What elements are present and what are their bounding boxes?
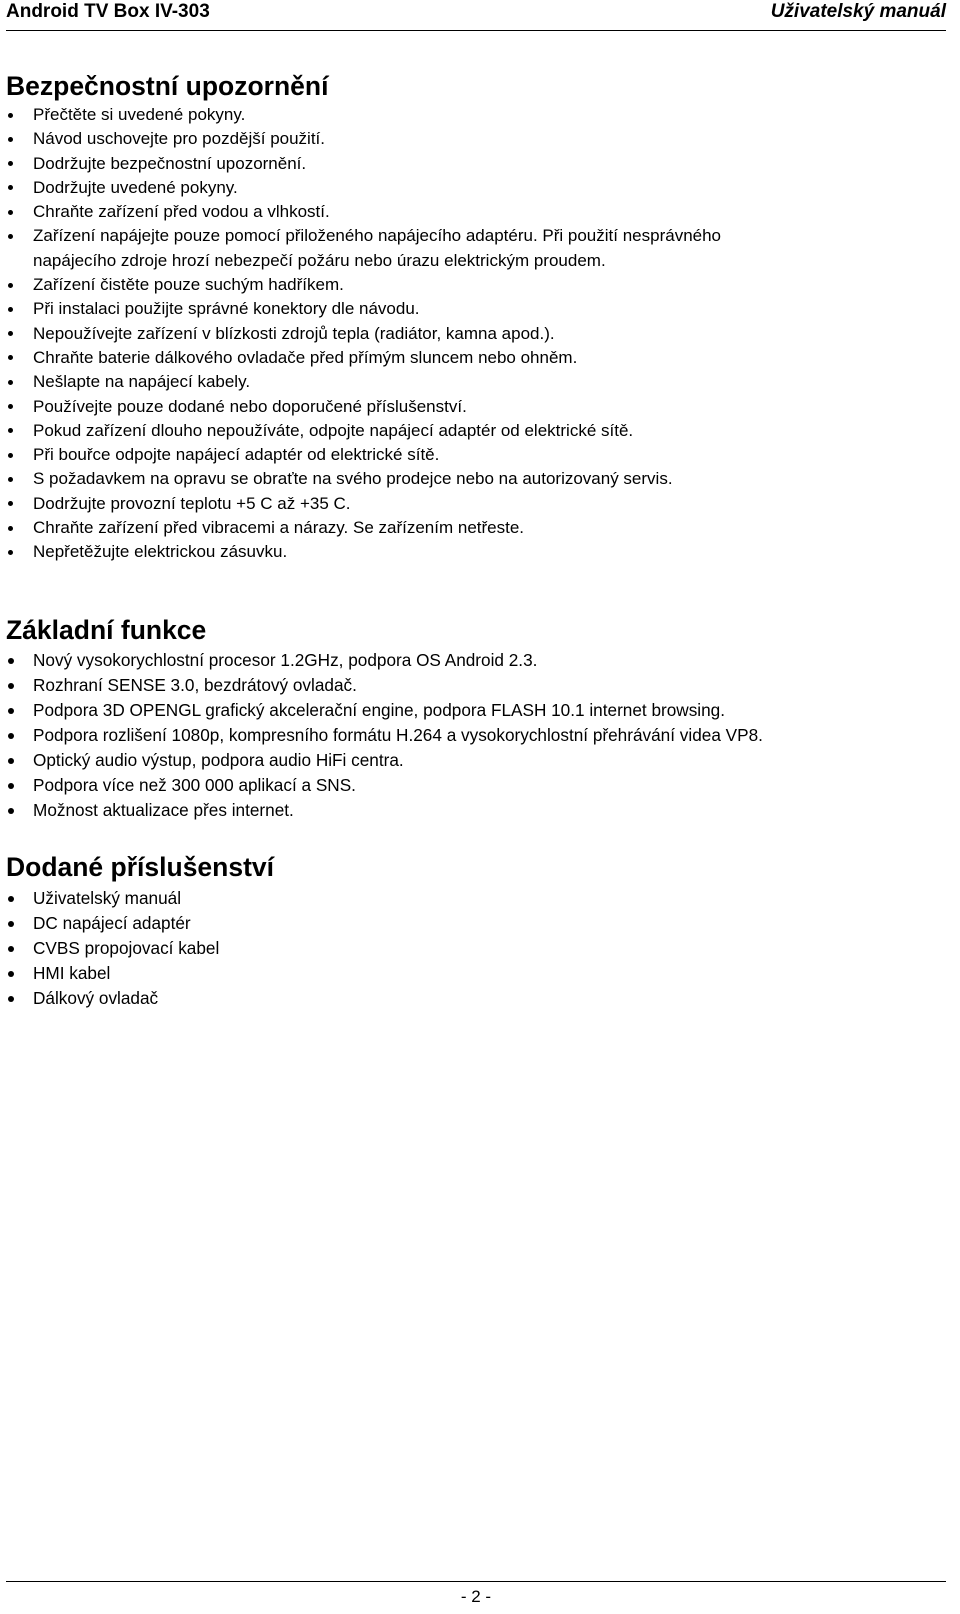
list-item: Uživatelský manuál (0, 886, 960, 911)
list-item: Při bouřce odpojte napájecí adaptér od elektrické sítě. (0, 443, 960, 467)
bullet-icon (8, 113, 13, 118)
bullet-icon (8, 733, 14, 739)
list-item: Nový vysokorychlostní procesor 1.2GHz, podpora OS Android 2.3. (0, 648, 960, 673)
list-item: Dodržujte uvedené pokyny. (0, 176, 960, 200)
bullet-icon (8, 501, 13, 506)
bullet-icon (8, 526, 13, 531)
list-item: Chraňte zařízení před vodou a vlhkostí. (0, 200, 960, 224)
list-item: Nepřetěžujte elektrickou zásuvku. (0, 540, 960, 564)
header-title: Android TV Box IV-303 (6, 1, 210, 22)
list-item: Podpora více než 300 000 aplikací a SNS. (0, 773, 960, 798)
bullet-icon (8, 946, 14, 952)
list-item: Dálkový ovladač (0, 986, 960, 1011)
bullet-icon (8, 404, 13, 409)
bullet-icon (8, 550, 13, 555)
bullet-icon (8, 808, 14, 814)
list-item: Zařízení čistěte pouze suchým hadříkem. (0, 273, 960, 297)
bullet-icon (8, 161, 13, 166)
safety-list (0, 103, 960, 565)
page-header (6, 0, 946, 31)
list-item: Rozhraní SENSE 3.0, bezdrátový ovladač. (0, 673, 960, 698)
page-number: - 2 - (460, 1587, 492, 1606)
bullet-icon (8, 307, 13, 312)
list-item: Pokud zařízení dlouho nepoužíváte, odpojte napájecí adaptér od elektrické sítě. (0, 419, 960, 443)
bullet-icon (8, 758, 14, 764)
bullet-icon (8, 896, 14, 902)
list-item: Dodržujte bezpečnostní upozornění. (0, 152, 960, 176)
list-item: Nepoužívejte zařízení v blízkosti zdrojů tepla (radiátor, kamna apod.). (0, 322, 960, 346)
bullet-icon (8, 283, 13, 288)
list-item: Při instalaci použijte správné konektory dle návodu. (0, 297, 960, 321)
bullet-icon (8, 380, 13, 385)
bullet-icon (8, 185, 13, 190)
features-title: Základní funkce (6, 615, 207, 645)
list-item: Chraňte zařízení před vibracemi a nárazy. Se zařízením netřeste. (0, 516, 960, 540)
page-footer (6, 1581, 946, 1614)
bullet-icon (8, 234, 13, 239)
bullet-icon (8, 137, 13, 142)
accessories-title: Dodané příslušenství (6, 852, 275, 882)
list-item-continuation: napájecího zdroje hrozí nebezpečí požáru nebo úrazu elektrickým proudem. (33, 250, 606, 270)
bullet-icon (8, 921, 14, 927)
bullet-icon (8, 453, 13, 458)
bullet-icon (8, 658, 14, 664)
list-item: Používejte pouze dodané nebo doporučené příslušenství. (0, 395, 960, 419)
list-item: Dodržujte provozní teplotu +5 C až +35 C. (0, 492, 960, 516)
bullet-icon (8, 971, 14, 977)
list-item: Optický audio výstup, podpora audio HiFi centra. (0, 748, 960, 773)
list-item: CVBS propojovací kabel (0, 936, 960, 961)
bullet-icon (8, 428, 13, 433)
bullet-icon (8, 783, 14, 789)
list-item: Podpora 3D OPENGL grafický akcelerační engine, podpora FLASH 10.1 internet browsing. (0, 698, 960, 723)
bullet-icon (8, 996, 14, 1002)
list-item: Návod uschovejte pro pozdější použití. (0, 127, 960, 151)
list-item: DC napájecí adaptér (0, 911, 960, 936)
safety-title: Bezpečnostní upozornění (6, 71, 329, 101)
header-doc-type: Uživatelský manuál (770, 1, 946, 22)
bullet-icon (8, 331, 13, 336)
accessories-list (0, 886, 960, 1011)
bullet-icon (8, 477, 13, 482)
list-item: Chraňte baterie dálkového ovladače před přímým sluncem nebo ohněm. (0, 346, 960, 370)
list-item: HMI kabel (0, 961, 960, 986)
bullet-icon (8, 210, 13, 215)
bullet-icon (8, 355, 13, 360)
features-list (0, 648, 960, 823)
list-item: Zařízení napájejte pouze pomocí přiloženého napájecího adaptéru. Při použití nesprávného (0, 224, 960, 248)
list-item: Přečtěte si uvedené pokyny. (0, 103, 960, 127)
list-item: Nešlapte na napájecí kabely. (0, 370, 960, 394)
list-item: Podpora rozlišení 1080p, kompresního formátu H.264 a vysokorychlostní přehrávání videa VP8. (0, 723, 960, 748)
list-item: S požadavkem na opravu se obraťte na svého prodejce nebo na autorizovaný servis. (0, 467, 960, 491)
list-item: Možnost aktualizace přes internet. (0, 798, 960, 823)
bullet-icon (8, 708, 14, 714)
bullet-icon (8, 683, 14, 689)
